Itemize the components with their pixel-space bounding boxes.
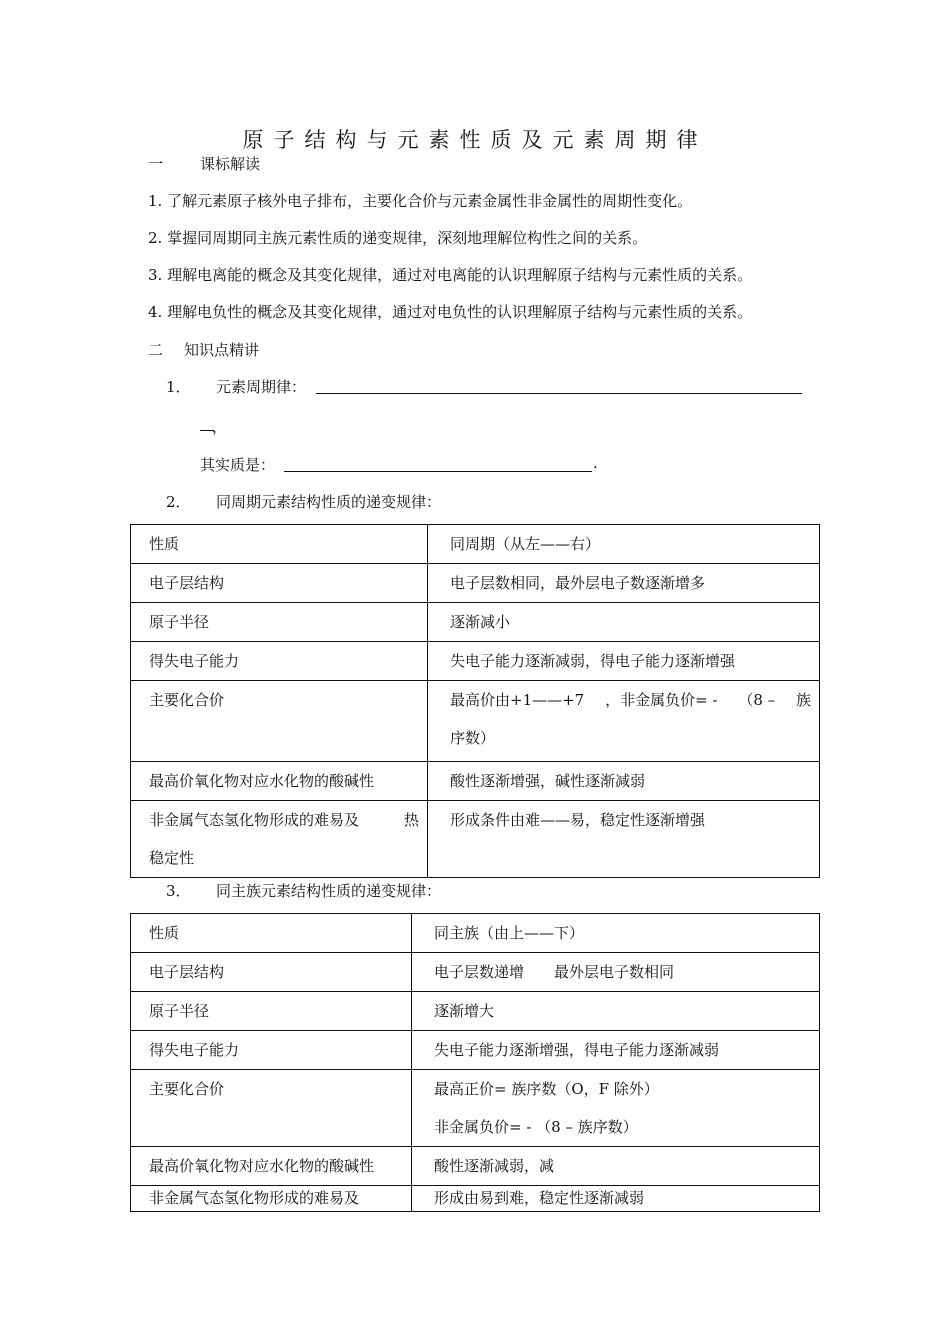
table-cell: 电子层结构 xyxy=(131,953,412,992)
table-row xyxy=(131,681,820,762)
table-cell: 主要化合价 xyxy=(131,681,428,762)
section-heading: 课标解读 xyxy=(200,155,261,173)
table-row xyxy=(131,1070,820,1147)
cell-line: 非金属气态氢化物形成的难易及 热 xyxy=(149,811,419,829)
section-number: 二 xyxy=(148,341,164,359)
table-cell: 逐渐增大 xyxy=(412,992,820,1031)
point-number: 3． xyxy=(166,882,191,900)
essence-label: 其实质是： xyxy=(200,456,276,474)
table-row xyxy=(131,564,820,603)
table-header-cell: 同周期（从左——右） xyxy=(428,525,820,564)
table-cell: 主要化合价 xyxy=(131,1070,412,1147)
section-number: 一 xyxy=(148,155,164,173)
table-cell: 电子层数递增 最外层电子数相同 xyxy=(412,953,820,992)
cell-line: 非金属负价= - （8 – 族序数） xyxy=(434,1118,638,1136)
table-cell: 失电子能力逐渐增强，得电子能力逐渐减弱 xyxy=(412,1031,820,1070)
table-row xyxy=(131,992,820,1031)
table-row xyxy=(131,914,820,953)
essence-end: . xyxy=(593,454,598,472)
table-cell: 酸性逐渐增强，碱性逐渐减弱 xyxy=(428,762,820,801)
table-header-cell: 性质 xyxy=(131,525,428,564)
table-cell xyxy=(131,801,428,878)
table-row xyxy=(131,1031,820,1070)
cell-line: 最高价由+1——+7 ，非金属负价= - （8 – 族 xyxy=(450,691,811,709)
table-cell: 形成条件由难——易，稳定性逐渐增强 xyxy=(428,801,820,878)
table-cell: 逐渐减小 xyxy=(428,603,820,642)
table-cell: 形成由易到难，稳定性逐渐减弱 xyxy=(412,1186,820,1212)
table-cell xyxy=(412,1070,820,1147)
table-row xyxy=(131,1186,820,1212)
table-cell: 非金属气态氢化物形成的难易及 xyxy=(131,1186,412,1212)
table-cell: 最高价氧化物对应水化物的酸碱性 xyxy=(131,762,428,801)
cell-line: 最高正价= 族序数（O，F 除外） xyxy=(434,1080,659,1098)
table-row xyxy=(131,525,820,564)
table-row xyxy=(131,953,820,992)
table-cell: 原子半径 xyxy=(131,992,412,1031)
section-heading: 知识点精讲 xyxy=(184,341,260,359)
point-number: 2． xyxy=(166,493,191,511)
page-title: 原子结构与元素性质及元素周期律 xyxy=(242,128,708,152)
table-cell xyxy=(428,681,820,762)
table-cell: 原子半径 xyxy=(131,603,428,642)
table-row xyxy=(131,801,820,878)
point-label: 同主族元素结构性质的递变规律： xyxy=(216,882,442,900)
table-header-cell: 同主族（由上——下） xyxy=(412,914,820,953)
table-row xyxy=(131,642,820,681)
fill-in-blank xyxy=(284,454,592,472)
table-header-cell: 性质 xyxy=(131,914,412,953)
objective-3: 3. 理解电离能的概念及其变化规律，通过对电离能的认识理解原子结构与元素性质的关系。 xyxy=(148,266,753,284)
table-row xyxy=(131,603,820,642)
cell-line: 序数） xyxy=(450,729,496,747)
table-cell: 失电子能力逐渐减弱，得电子能力逐渐增强 xyxy=(428,642,820,681)
table-cell: 得失电子能力 xyxy=(131,1031,412,1070)
point-tail: ， xyxy=(212,418,228,436)
point-label: 同周期元素结构性质的递变规律： xyxy=(216,493,442,511)
period-trend-table xyxy=(130,524,820,878)
table-cell: 最高价氧化物对应水化物的酸碱性 xyxy=(131,1147,412,1186)
table-cell: 得失电子能力 xyxy=(131,642,428,681)
point-label: 元素周期律： xyxy=(216,378,307,396)
table-cell: 电子层结构 xyxy=(131,564,428,603)
objective-4: 4. 理解电负性的概念及其变化规律，通过对电负性的认识理解原子结构与元素性质的关系。 xyxy=(148,303,753,321)
objective-2: 2. 掌握同周期同主族元素性质的递变规律，深刻地理解位构性之间的关系。 xyxy=(148,229,648,247)
table-cell: 酸性逐渐减弱，减 xyxy=(412,1147,820,1186)
point-number: 1． xyxy=(166,378,191,396)
group-trend-table xyxy=(130,913,820,1212)
objective-1: 1. 了解元素原子核外电子排布，主要化合价与元素金属性非金属性的周期性变化。 xyxy=(148,192,693,210)
cell-line: 稳定性 xyxy=(149,849,195,867)
fill-in-blank xyxy=(316,376,802,394)
table-cell: 电子层数相同，最外层电子数逐渐增多 xyxy=(428,564,820,603)
table-row xyxy=(131,1147,820,1186)
table-row xyxy=(131,762,820,801)
